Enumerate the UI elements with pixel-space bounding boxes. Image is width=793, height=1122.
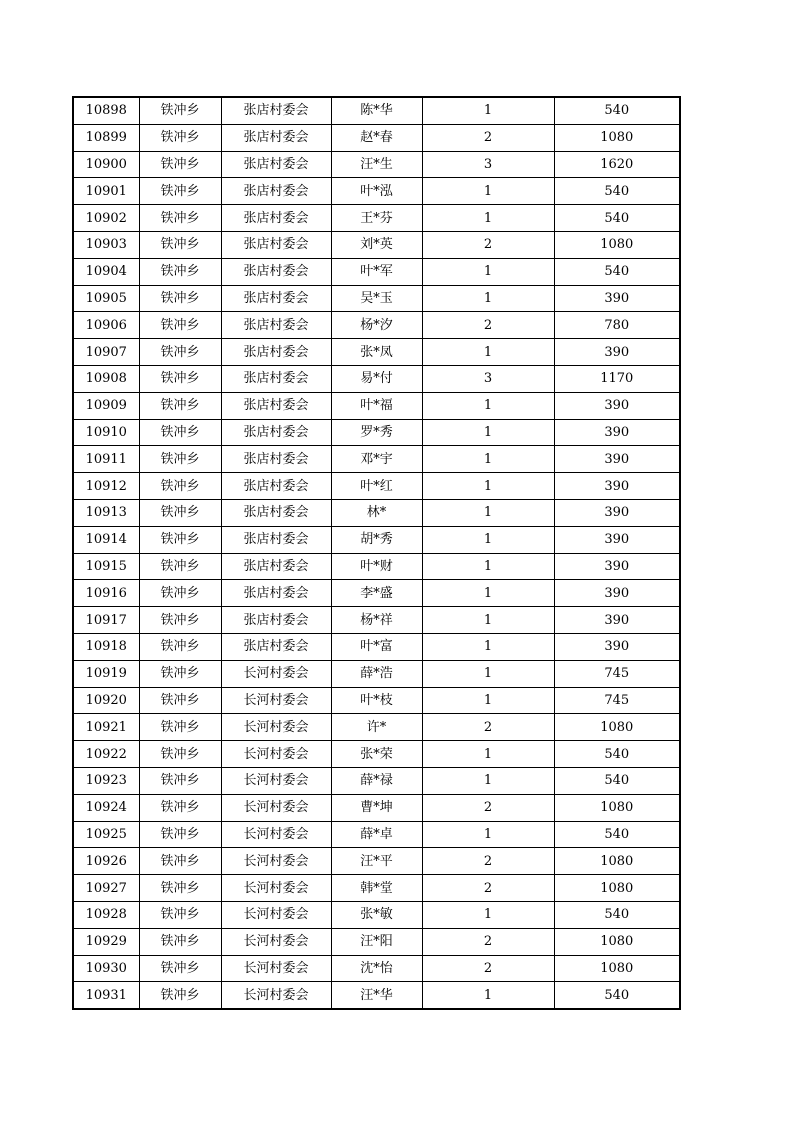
count-cell: 1 — [422, 97, 554, 124]
name-cell: 薛*浩 — [331, 660, 422, 687]
table-row — [73, 151, 680, 178]
count-cell: 1 — [422, 258, 554, 285]
amount-cell: 390 — [554, 499, 680, 526]
serial-number-cell: 10923 — [73, 767, 139, 794]
count-cell: 2 — [422, 231, 554, 258]
table-row — [73, 687, 680, 714]
amount-cell: 390 — [554, 580, 680, 607]
table-row — [73, 178, 680, 205]
count-cell: 1 — [422, 446, 554, 473]
amount-cell: 390 — [554, 607, 680, 634]
table-row — [73, 982, 680, 1009]
amount-cell: 390 — [554, 285, 680, 312]
serial-number-cell: 10898 — [73, 97, 139, 124]
amount-cell: 390 — [554, 473, 680, 500]
name-cell: 杨*祥 — [331, 607, 422, 634]
serial-number-cell: 10899 — [73, 124, 139, 151]
table-row — [73, 285, 680, 312]
township-cell: 铁冲乡 — [139, 419, 221, 446]
count-cell: 1 — [422, 526, 554, 553]
name-cell: 叶*红 — [331, 473, 422, 500]
village-committee-cell: 张店村委会 — [221, 285, 331, 312]
table-row — [73, 231, 680, 258]
name-cell: 叶*枝 — [331, 687, 422, 714]
count-cell: 3 — [422, 151, 554, 178]
count-cell: 2 — [422, 875, 554, 902]
village-committee-cell: 张店村委会 — [221, 446, 331, 473]
village-committee-cell: 长河村委会 — [221, 848, 331, 875]
table-row — [73, 848, 680, 875]
count-cell: 2 — [422, 955, 554, 982]
serial-number-cell: 10929 — [73, 928, 139, 955]
village-committee-cell: 张店村委会 — [221, 553, 331, 580]
amount-cell: 540 — [554, 97, 680, 124]
count-cell: 2 — [422, 714, 554, 741]
name-cell: 叶*富 — [331, 633, 422, 660]
township-cell: 铁冲乡 — [139, 258, 221, 285]
village-committee-cell: 长河村委会 — [221, 875, 331, 902]
name-cell: 吴*玉 — [331, 285, 422, 312]
table-row — [73, 312, 680, 339]
serial-number-cell: 10930 — [73, 955, 139, 982]
serial-number-cell: 10917 — [73, 607, 139, 634]
count-cell: 1 — [422, 633, 554, 660]
township-cell: 铁冲乡 — [139, 97, 221, 124]
township-cell: 铁冲乡 — [139, 231, 221, 258]
amount-cell: 540 — [554, 178, 680, 205]
name-cell: 韩*堂 — [331, 875, 422, 902]
village-committee-cell: 张店村委会 — [221, 607, 331, 634]
township-cell: 铁冲乡 — [139, 392, 221, 419]
table-row — [73, 205, 680, 232]
table-row — [73, 365, 680, 392]
name-cell: 张*荣 — [331, 741, 422, 768]
serial-number-cell: 10908 — [73, 365, 139, 392]
township-cell: 铁冲乡 — [139, 687, 221, 714]
village-committee-cell: 张店村委会 — [221, 419, 331, 446]
table-row — [73, 446, 680, 473]
village-committee-cell: 长河村委会 — [221, 982, 331, 1009]
serial-number-cell: 10904 — [73, 258, 139, 285]
amount-cell: 540 — [554, 982, 680, 1009]
table-row — [73, 553, 680, 580]
amount-cell: 540 — [554, 258, 680, 285]
village-committee-cell: 张店村委会 — [221, 473, 331, 500]
amount-cell: 1080 — [554, 848, 680, 875]
serial-number-cell: 10909 — [73, 392, 139, 419]
village-committee-cell: 长河村委会 — [221, 687, 331, 714]
amount-cell: 1080 — [554, 714, 680, 741]
village-committee-cell: 长河村委会 — [221, 928, 331, 955]
name-cell: 张*凤 — [331, 339, 422, 366]
township-cell: 铁冲乡 — [139, 821, 221, 848]
village-committee-cell: 张店村委会 — [221, 124, 331, 151]
village-committee-cell: 张店村委会 — [221, 365, 331, 392]
count-cell: 2 — [422, 928, 554, 955]
table-row — [73, 821, 680, 848]
township-cell: 铁冲乡 — [139, 660, 221, 687]
serial-number-cell: 10903 — [73, 231, 139, 258]
township-cell: 铁冲乡 — [139, 580, 221, 607]
village-committee-cell: 张店村委会 — [221, 633, 331, 660]
serial-number-cell: 10913 — [73, 499, 139, 526]
count-cell: 2 — [422, 124, 554, 151]
count-cell: 2 — [422, 848, 554, 875]
amount-cell: 745 — [554, 660, 680, 687]
count-cell: 1 — [422, 553, 554, 580]
amount-cell: 780 — [554, 312, 680, 339]
table-row — [73, 607, 680, 634]
table-row — [73, 928, 680, 955]
count-cell: 1 — [422, 339, 554, 366]
table-row — [73, 660, 680, 687]
serial-number-cell: 10914 — [73, 526, 139, 553]
amount-cell: 1170 — [554, 365, 680, 392]
name-cell: 许* — [331, 714, 422, 741]
name-cell: 张*敏 — [331, 901, 422, 928]
table-row — [73, 419, 680, 446]
table-row — [73, 875, 680, 902]
name-cell: 叶*财 — [331, 553, 422, 580]
amount-cell: 390 — [554, 553, 680, 580]
village-committee-cell: 长河村委会 — [221, 901, 331, 928]
count-cell: 2 — [422, 794, 554, 821]
township-cell: 铁冲乡 — [139, 151, 221, 178]
count-cell: 1 — [422, 392, 554, 419]
table-row — [73, 392, 680, 419]
township-cell: 铁冲乡 — [139, 339, 221, 366]
village-committee-cell: 张店村委会 — [221, 499, 331, 526]
name-cell: 李*盛 — [331, 580, 422, 607]
amount-cell: 1080 — [554, 928, 680, 955]
township-cell: 铁冲乡 — [139, 473, 221, 500]
village-committee-cell: 长河村委会 — [221, 741, 331, 768]
amount-cell: 540 — [554, 205, 680, 232]
village-committee-cell: 张店村委会 — [221, 312, 331, 339]
serial-number-cell: 10906 — [73, 312, 139, 339]
township-cell: 铁冲乡 — [139, 982, 221, 1009]
name-cell: 杨*汐 — [331, 312, 422, 339]
count-cell: 1 — [422, 767, 554, 794]
count-cell: 1 — [422, 205, 554, 232]
name-cell: 汪*华 — [331, 982, 422, 1009]
serial-number-cell: 10927 — [73, 875, 139, 902]
village-committee-cell: 长河村委会 — [221, 714, 331, 741]
serial-number-cell: 10902 — [73, 205, 139, 232]
name-cell: 叶*军 — [331, 258, 422, 285]
township-cell: 铁冲乡 — [139, 205, 221, 232]
name-cell: 薛*禄 — [331, 767, 422, 794]
amount-cell: 1080 — [554, 124, 680, 151]
table-body — [73, 97, 680, 1009]
serial-number-cell: 10916 — [73, 580, 139, 607]
village-committee-cell: 张店村委会 — [221, 97, 331, 124]
count-cell: 1 — [422, 419, 554, 446]
count-cell: 1 — [422, 982, 554, 1009]
amount-cell: 1620 — [554, 151, 680, 178]
amount-cell: 540 — [554, 821, 680, 848]
township-cell: 铁冲乡 — [139, 741, 221, 768]
township-cell: 铁冲乡 — [139, 553, 221, 580]
village-committee-cell: 张店村委会 — [221, 205, 331, 232]
table-row — [73, 339, 680, 366]
township-cell: 铁冲乡 — [139, 794, 221, 821]
count-cell: 1 — [422, 285, 554, 312]
township-cell: 铁冲乡 — [139, 901, 221, 928]
village-committee-cell: 张店村委会 — [221, 526, 331, 553]
amount-cell: 390 — [554, 526, 680, 553]
table-row — [73, 580, 680, 607]
amount-cell: 1080 — [554, 875, 680, 902]
name-cell: 汪*平 — [331, 848, 422, 875]
serial-number-cell: 10901 — [73, 178, 139, 205]
count-cell: 1 — [422, 901, 554, 928]
table-row — [73, 714, 680, 741]
village-committee-cell: 张店村委会 — [221, 178, 331, 205]
name-cell: 曹*坤 — [331, 794, 422, 821]
name-cell: 沈*怡 — [331, 955, 422, 982]
count-cell: 1 — [422, 178, 554, 205]
amount-cell: 1080 — [554, 794, 680, 821]
name-cell: 陈*华 — [331, 97, 422, 124]
count-cell: 1 — [422, 660, 554, 687]
township-cell: 铁冲乡 — [139, 875, 221, 902]
name-cell: 易*付 — [331, 365, 422, 392]
amount-cell: 390 — [554, 419, 680, 446]
name-cell: 罗*秀 — [331, 419, 422, 446]
count-cell: 1 — [422, 499, 554, 526]
township-cell: 铁冲乡 — [139, 928, 221, 955]
name-cell: 王*芬 — [331, 205, 422, 232]
table-row — [73, 499, 680, 526]
table-row — [73, 955, 680, 982]
name-cell: 叶*福 — [331, 392, 422, 419]
name-cell: 胡*秀 — [331, 526, 422, 553]
table-row — [73, 794, 680, 821]
amount-cell: 745 — [554, 687, 680, 714]
count-cell: 1 — [422, 741, 554, 768]
serial-number-cell: 10921 — [73, 714, 139, 741]
serial-number-cell: 10924 — [73, 794, 139, 821]
village-committee-cell: 张店村委会 — [221, 580, 331, 607]
township-cell: 铁冲乡 — [139, 178, 221, 205]
serial-number-cell: 10905 — [73, 285, 139, 312]
serial-number-cell: 10911 — [73, 446, 139, 473]
table-row — [73, 473, 680, 500]
amount-cell: 390 — [554, 446, 680, 473]
township-cell: 铁冲乡 — [139, 365, 221, 392]
amount-cell: 390 — [554, 339, 680, 366]
table-row — [73, 901, 680, 928]
count-cell: 1 — [422, 607, 554, 634]
amount-cell: 540 — [554, 741, 680, 768]
township-cell: 铁冲乡 — [139, 526, 221, 553]
village-committee-cell: 长河村委会 — [221, 794, 331, 821]
village-committee-cell: 长河村委会 — [221, 955, 331, 982]
name-cell: 刘*英 — [331, 231, 422, 258]
township-cell: 铁冲乡 — [139, 499, 221, 526]
township-cell: 铁冲乡 — [139, 714, 221, 741]
amount-cell: 390 — [554, 392, 680, 419]
count-cell: 1 — [422, 687, 554, 714]
table-row — [73, 97, 680, 124]
count-cell: 1 — [422, 821, 554, 848]
name-cell: 汪*生 — [331, 151, 422, 178]
table-row — [73, 526, 680, 553]
table-row — [73, 767, 680, 794]
township-cell: 铁冲乡 — [139, 955, 221, 982]
serial-number-cell: 10919 — [73, 660, 139, 687]
village-committee-cell: 张店村委会 — [221, 339, 331, 366]
amount-cell: 1080 — [554, 231, 680, 258]
village-committee-cell: 张店村委会 — [221, 231, 331, 258]
amount-cell: 390 — [554, 633, 680, 660]
table-row — [73, 124, 680, 151]
table-row — [73, 633, 680, 660]
serial-number-cell: 10925 — [73, 821, 139, 848]
serial-number-cell: 10922 — [73, 741, 139, 768]
count-cell: 2 — [422, 312, 554, 339]
township-cell: 铁冲乡 — [139, 124, 221, 151]
village-committee-cell: 张店村委会 — [221, 151, 331, 178]
serial-number-cell: 10918 — [73, 633, 139, 660]
name-cell: 薛*卓 — [331, 821, 422, 848]
township-cell: 铁冲乡 — [139, 607, 221, 634]
serial-number-cell: 10931 — [73, 982, 139, 1009]
serial-number-cell: 10915 — [73, 553, 139, 580]
township-cell: 铁冲乡 — [139, 767, 221, 794]
township-cell: 铁冲乡 — [139, 285, 221, 312]
village-committee-cell: 张店村委会 — [221, 392, 331, 419]
township-cell: 铁冲乡 — [139, 446, 221, 473]
name-cell: 邓*宇 — [331, 446, 422, 473]
name-cell: 林* — [331, 499, 422, 526]
amount-cell: 540 — [554, 901, 680, 928]
name-cell: 叶*泓 — [331, 178, 422, 205]
village-committee-cell: 长河村委会 — [221, 660, 331, 687]
serial-number-cell: 10907 — [73, 339, 139, 366]
table-row — [73, 741, 680, 768]
amount-cell: 540 — [554, 767, 680, 794]
township-cell: 铁冲乡 — [139, 633, 221, 660]
serial-number-cell: 10928 — [73, 901, 139, 928]
township-cell: 铁冲乡 — [139, 312, 221, 339]
count-cell: 3 — [422, 365, 554, 392]
village-committee-cell: 长河村委会 — [221, 821, 331, 848]
count-cell: 1 — [422, 473, 554, 500]
village-committee-cell: 张店村委会 — [221, 258, 331, 285]
name-cell: 汪*阳 — [331, 928, 422, 955]
village-committee-cell: 长河村委会 — [221, 767, 331, 794]
township-cell: 铁冲乡 — [139, 848, 221, 875]
amount-cell: 1080 — [554, 955, 680, 982]
name-cell: 赵*春 — [331, 124, 422, 151]
serial-number-cell: 10912 — [73, 473, 139, 500]
serial-number-cell: 10920 — [73, 687, 139, 714]
table-row — [73, 258, 680, 285]
serial-number-cell: 10900 — [73, 151, 139, 178]
count-cell: 1 — [422, 580, 554, 607]
data-table — [72, 96, 681, 1010]
serial-number-cell: 10926 — [73, 848, 139, 875]
serial-number-cell: 10910 — [73, 419, 139, 446]
